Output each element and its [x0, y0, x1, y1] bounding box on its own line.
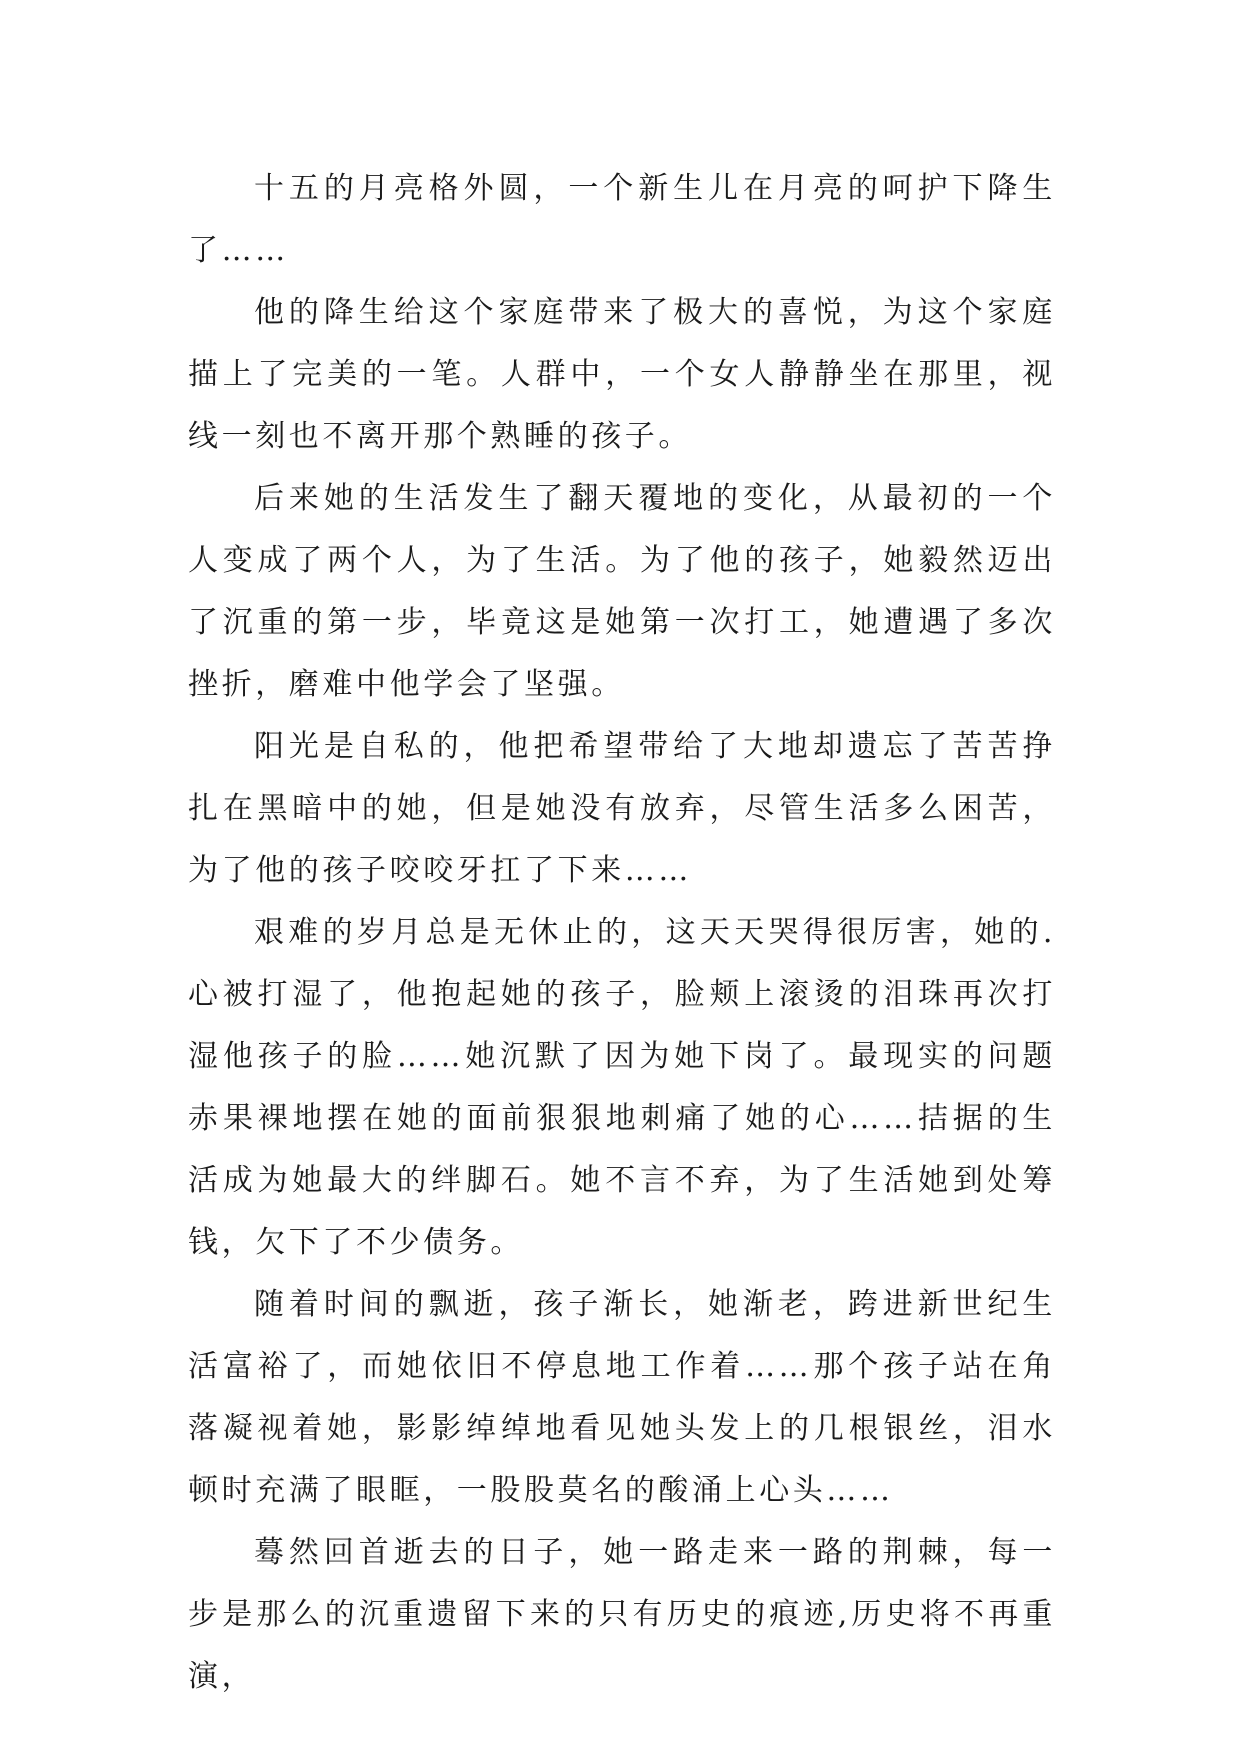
paragraph: 蓦然回首逝去的日子，她一路走来一路的荆棘，每一步是那么的沉重遗留下来的只有历史的痕迹,历史将不再重演， [188, 1535, 1056, 1694]
paragraph: 十五的月亮格外圆，一个新生儿在月亮的呵护下降生了…… [188, 171, 1056, 268]
paragraph: 艰难的岁月总是无休止的，这天天哭得很厉害，她的.心被打湿了，他抱起她的孩子，脸颊上滚烫的泪珠再次打湿他孩子的脸……她沉默了因为她下岗了。最现实的问题赤果裸地摆在她的面前狠狠地刺痛了她的心……拮据的生活成为她最大的绊脚石。她不言不弃，为了生活她到处筹钱，欠下了不少债务。 [188, 915, 1056, 1260]
paragraph: 随着时间的飘逝，孩子渐长，她渐老，跨进新世纪生活富裕了，而她依旧不停息地工作着……那个孩子站在角落凝视着她，影影绰绰地看见她头发上的几根银丝，泪水顿时充满了眼眶，一股股莫名的酸涌上心头…… [188, 1287, 1056, 1508]
body-text [188, 158, 1056, 1708]
paragraph: 后来她的生活发生了翻天覆地的变化，从最初的一个人变成了两个人，为了生活。为了他的孩子，她毅然迈出了沉重的第一步，毕竟这是她第一次打工，她遭遇了多次挫折，磨难中他学会了坚强。 [188, 481, 1056, 702]
paragraph: 他的降生给这个家庭带来了极大的喜悦，为这个家庭描上了完美的一笔。人群中，一个女人静静坐在那里，视线一刻也不离开那个熟睡的孩子。 [188, 295, 1056, 454]
paragraph: 阳光是自私的，他把希望带给了大地却遗忘了苦苦挣扎在黑暗中的她，但是她没有放弃，尽管生活多么困苦，为了他的孩子咬咬牙扛了下来…… [188, 729, 1056, 888]
